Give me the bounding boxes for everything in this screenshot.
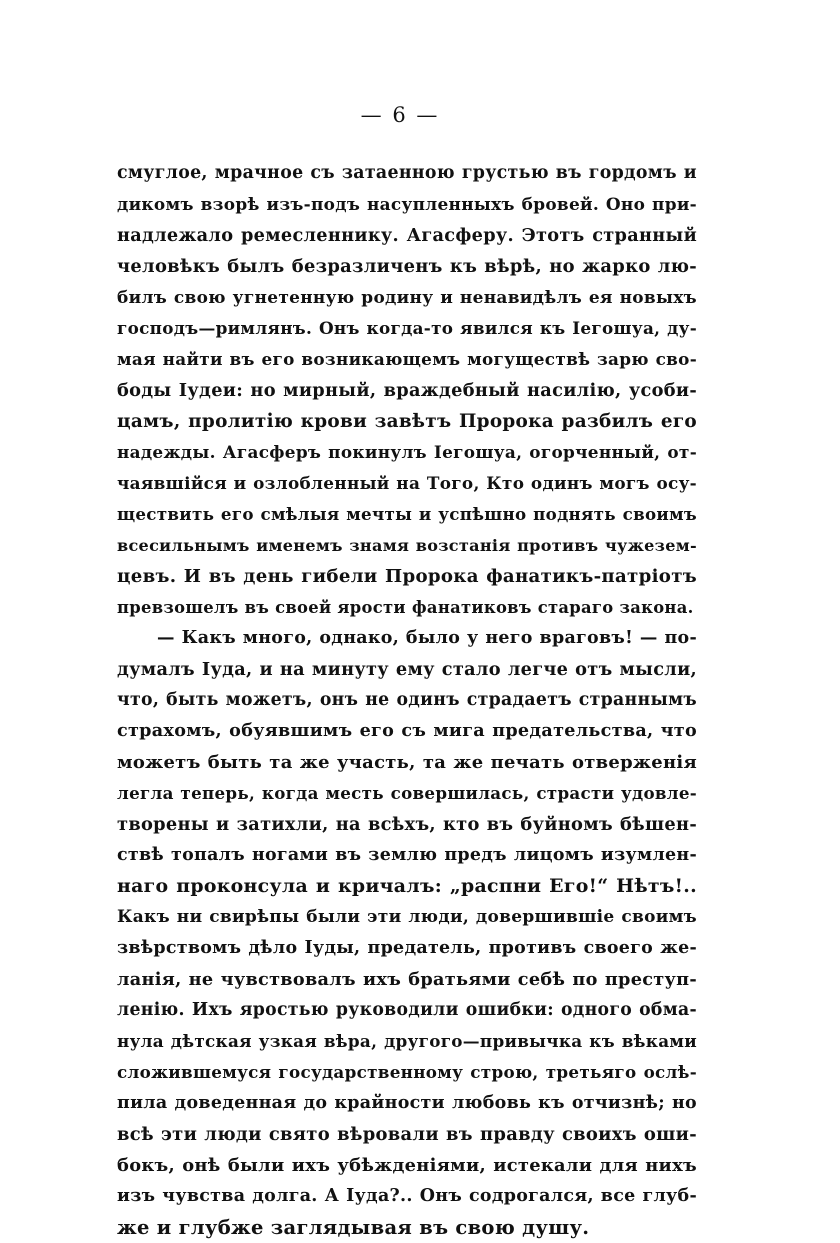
text-line: билъ свою угнетенную родину и ненавидѣлъ ея новыхъ [117,287,697,307]
text-line: Какъ ни свирѣпы были эти люди, довершившіе своимъ [117,907,697,927]
paragraph-start-line: — Какъ много, однако, было у него враговъ! — по- [157,628,697,648]
text-line: боды Іудеи: но мирный, враждебный насилію, усоби- [117,380,697,401]
text-line: бокъ, онѣ были ихъ убѣжденіями, истекали для нихъ [117,1155,697,1176]
text-line: надежды. Агасферъ покинулъ Іегошуа, огорченный, от- [117,442,697,462]
text-line: цевъ. И въ день гибели Пророка фанатикъ-патріотъ [117,566,697,587]
text-line: думалъ Іуда, и на минуту ему стало легче отъ мысли, [117,659,697,680]
text-line: нула дѣтская узкая вѣра, другого—привычка къ вѣками [117,1031,697,1051]
text-line: ствѣ топалъ ногами въ землю предъ лицомъ изумлен- [117,845,697,865]
text-line: мая найти въ его возникающемъ могуществѣ зарю сво- [117,349,697,369]
text-line: можетъ быть та же участь, та же печать отверженія [117,752,697,773]
text-line: человѣкъ былъ безразличенъ къ вѣрѣ, но жарко лю- [117,256,697,277]
text-line: звѣрствомъ дѣло Іуды, предатель, противъ своего же- [117,938,697,958]
text-line: смуглое, мрачное съ затаенною грустью въ гордомъ и [117,163,697,183]
text-line: господъ—римлянъ. Онъ когда-то явился къ Іегошуа, ду- [117,318,697,338]
text-line: цамъ, пролитію крови завѣтъ Пророка разбилъ его [117,411,697,432]
text-line: ленію. Ихъ яростью руководили ошибки: одного обма- [117,1000,697,1020]
text-line: страхомъ, обуявшимъ его съ мига предательства, что [117,721,697,741]
page-number: — 6 — [360,103,440,127]
body-text [117,158,697,1243]
text-line: ланія, не чувствовалъ ихъ братьями себѣ по преступ- [117,969,697,990]
text-line: ществить его смѣлыя мечты и успѣшно поднять своимъ [117,504,697,524]
text-line: надлежало ремесленнику. Агасферу. Этотъ странный [117,225,697,246]
text-line: всѣ эти люди свято вѣровали въ правду своихъ оши- [117,1124,697,1145]
text-line: изъ чувства долга. А Іуда?.. Онъ содрогался, все глуб- [117,1186,697,1206]
paragraph-end-line: же и глубже заглядывая въ свою душу. [117,1216,590,1239]
text-line: сложившемуся государственному строю, третьяго ослѣ- [117,1062,697,1082]
text-line: всесильнымъ именемъ знамя возстанія противъ чужезем- [117,536,697,555]
text-line: творены и затихли, на всѣхъ, кто въ буйномъ бѣшен- [117,814,697,835]
text-line: что, быть можетъ, онъ не одинъ страдаетъ страннымъ [117,690,697,710]
text-line: наго проконсула и кричалъ: „распни Его!“ Нѣтъ!.. [117,875,697,897]
text-line: дикомъ взорѣ изъ-подъ насупленныхъ бровей. Оно при- [117,194,697,214]
text-line: пила доведенная до крайности любовь къ отчизнѣ; но [117,1093,697,1113]
text-line: легла теперь, когда месть совершилась, страсти удовле- [117,783,697,803]
text-line: чаявшійся и озлобленный на Того, Кто одинъ могъ осу- [117,473,697,493]
paragraph-end-line: превзошелъ въ своей ярости фанатиковъ стараго закона. [117,598,694,617]
